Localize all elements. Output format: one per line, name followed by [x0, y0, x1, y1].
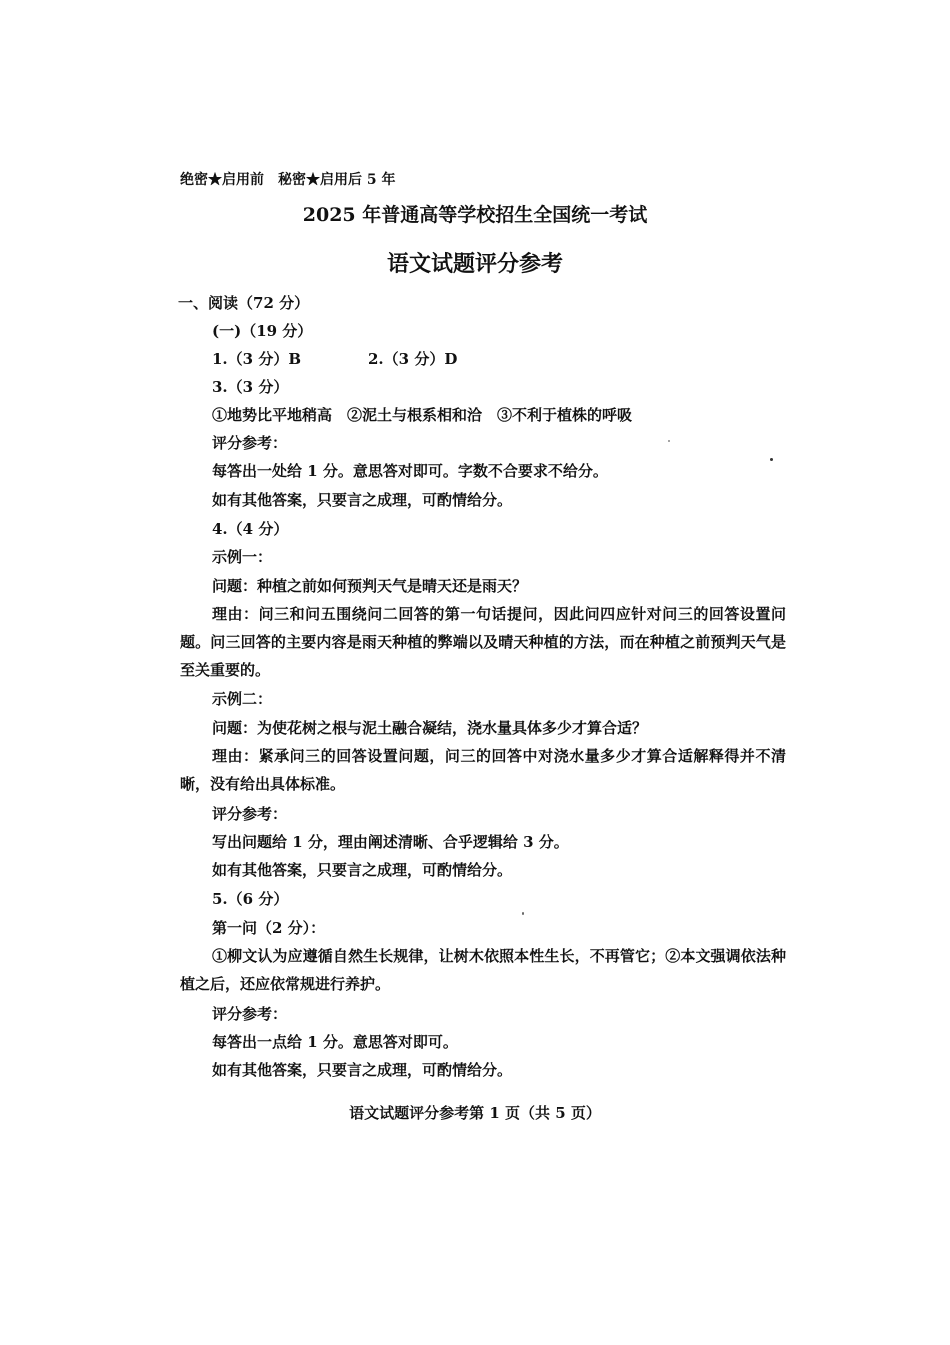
- question-3-scoring-2: 如有其他答案，只要言之成理，可酌情给分。: [212, 491, 513, 509]
- question-3-scoring-label: 评分参考：: [212, 434, 288, 452]
- question-5-sub-1-label: 第一问（2 分）：: [212, 919, 326, 937]
- question-5-label: 5.（6 分）: [212, 890, 289, 908]
- question-5-scoring-1: 每答出一点给 1 分。意思答对即可。: [212, 1033, 458, 1051]
- question-3-scoring-1: 每答出一处给 1 分。意思答对即可。字数不合要求不给分。: [212, 462, 608, 480]
- scan-speck: [522, 912, 524, 915]
- question-4-example-1-reason: 理由：问三和问五围绕问二回答的第一句话提问，因此问四应针对问三的回答设置问题。问三回答的主要内容是雨天种植的弊端以及晴天种植的方法，而在种植之前预判天气是至关重要的。: [180, 605, 786, 679]
- answer-q1: 1.（3 分）B: [212, 350, 301, 368]
- question-5-sub-1-answer: ①柳文认为应遵循自然生长规律，让树木依照本性生长，不再管它；②本文强调依法种植之后，还应依常规进行养护。: [180, 947, 786, 993]
- confidentiality-notice: 绝密★启用前 秘密★启用后 5 年: [180, 172, 396, 188]
- question-3-answer: ①地势比平地稍高 ②泥土与根系相和洽 ③不利于植株的呼吸: [212, 406, 633, 424]
- exam-title: 2025 年普通高等学校招生全国统一考试: [302, 204, 648, 226]
- answer-q2: 2.（3 分）D: [368, 350, 458, 368]
- question-4-example-1-question: 问题：种植之前如何预判天气是晴天还是雨天？: [212, 577, 528, 595]
- question-4-scoring-1: 写出问题给 1 分，理由阐述清晰、合乎逻辑给 3 分。: [212, 833, 569, 851]
- part-heading-1: (一)（19 分）: [212, 322, 313, 340]
- scan-speck: [770, 458, 773, 461]
- scan-speck: [668, 440, 670, 442]
- question-4-example-1-label: 示例一：: [212, 548, 273, 566]
- question-3-label: 3.（3 分）: [212, 378, 289, 396]
- document-title: 语文试题评分参考: [386, 251, 563, 277]
- question-4-example-2-question: 问题：为使花树之根与泥土融合凝结，浇水量具体多少才算合适？: [212, 719, 648, 737]
- question-4-label: 4.（4 分）: [212, 520, 289, 538]
- section-heading-reading: 一、阅读（72 分）: [178, 294, 310, 312]
- question-4-example-2-reason: 理由：紧承问三的回答设置问题，问三的回答中对浇水量多少才算合适解释得并不清晰，没有给出具体标准。: [180, 747, 786, 793]
- question-4-scoring-label: 评分参考：: [212, 805, 288, 823]
- question-5-scoring-2: 如有其他答案，只要言之成理，可酌情给分。: [212, 1061, 513, 1079]
- page-footer: 语文试题评分参考第 1 页（共 5 页）: [349, 1104, 601, 1122]
- question-4-example-2-label: 示例二：: [212, 690, 273, 708]
- question-5-scoring-label: 评分参考：: [212, 1005, 288, 1023]
- question-4-scoring-2: 如有其他答案，只要言之成理，可酌情给分。: [212, 861, 513, 879]
